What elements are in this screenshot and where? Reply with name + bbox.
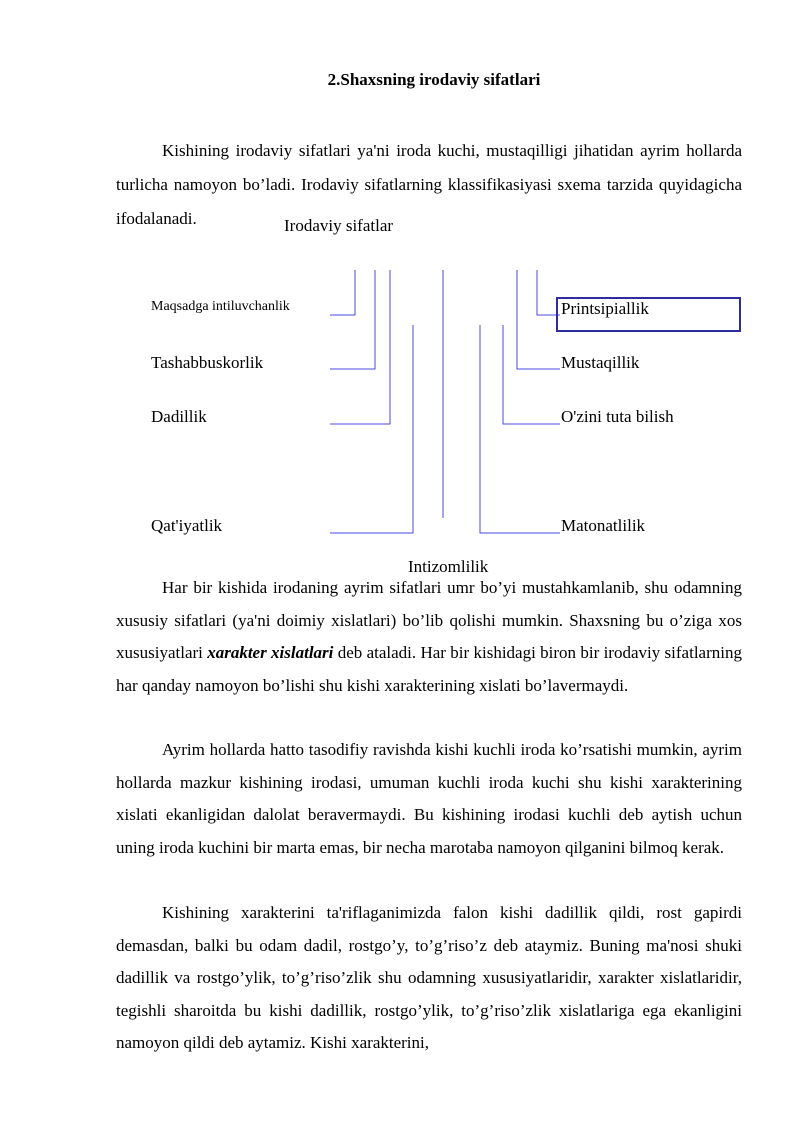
- para2-before: Har bir kishida irodaning ayrim sifatlari umr bo’yi mustahkamlanib, shu odamning xususiy sifatlari (ya'ni doimiy xislatlari) bo’lib qolishi mumkin. Shaxsning bu o’ziga xos xususiyatlari: [116, 578, 742, 662]
- connector-ozini: [503, 325, 560, 424]
- intro-text: Kishining irodaviy sifatlari ya'ni iroda kuchi, mustaqilligi jihatidan ayrim hollarda turlicha namoyon bo’ladi. Irodaviy sifatlarning klassifikasiyasi sxema tarzida quyidagicha ifodalanadi.: [116, 141, 742, 228]
- connector-dadillik: [330, 270, 390, 424]
- diagram-right-item-2: Mustaqillik: [561, 353, 640, 372]
- diagram-left-item-3: Dadillik: [151, 407, 207, 426]
- diagram-bottom-item: Intizomlilik: [408, 557, 489, 576]
- diagram-left-item-4: Qat'iyatlik: [151, 516, 223, 535]
- diagram-root-label: Irodaviy sifatlar: [284, 216, 394, 235]
- diagram-right-item-1: Printsipiallik: [561, 299, 649, 318]
- para4-text: Kishining xarakterini ta'riflaganimizda falon kishi dadillik qildi, rost gapirdi demasdan, balki bu odam dadil, rostgo’y, to’g’riso’z deb ataymiz. Buning ma'nosi shuki dadillik va rostgo’ylik, to’g’riso’zlik shu odamning xususiyatlaridir, xarakter xislatlaridir, tegishli sharoitda bu kishi dadillik, rostgo’ylik, to’g’riso’zlik xislatlariga ega ekanligini namoyon qildi deb aytamiz. Kishi xarakterini,: [116, 903, 742, 1052]
- connector-maqsadga: [330, 270, 355, 315]
- connector-mustaqillik: [517, 270, 560, 369]
- diagram-right-item-3: O'zini tuta bilish: [561, 407, 674, 426]
- connector-matonatlilik: [480, 325, 560, 533]
- para2-after: deb ataladi. Har bir kishidagi biron bir irodaviy sifatlarning har qanday namoyon bo’lishi shu kishi xarakterining xislati bo’lavermaydi.: [116, 643, 742, 695]
- body-paragraph-2: [116, 572, 742, 702]
- section-heading: 2.Shaxsning irodaviy sifatlari: [327, 70, 541, 89]
- diagram-right-item-4: Matonatlilik: [561, 516, 646, 535]
- diagram-left-item-2: Tashabbuskorlik: [151, 353, 264, 372]
- body-paragraph-3: [116, 734, 742, 864]
- connector-qatiyatlik: [330, 325, 413, 533]
- para3-text: Ayrim hollarda hatto tasodifiy ravishda kishi kuchli iroda ko’rsatishi mumkin, ayrim hollarda mazkur kishining irodasi, umuman kuchli iroda kuchi shu kishi xarakterining xislati ekanligidan dalolat beravermaydi. Bu kishining irodasi kuchli deb aytish uchun uning iroda kuchini bir marta emas, bir necha marotaba namoyon qilganini bilmoq kerak.: [116, 740, 742, 857]
- connector-tashabbuskorlik: [330, 270, 375, 369]
- body-paragraph-4: [116, 897, 742, 1060]
- para2-term: xarakter xislatlari: [207, 643, 334, 662]
- diagram-left-item-1: Maqsadga intiluvchanlik: [151, 299, 290, 314]
